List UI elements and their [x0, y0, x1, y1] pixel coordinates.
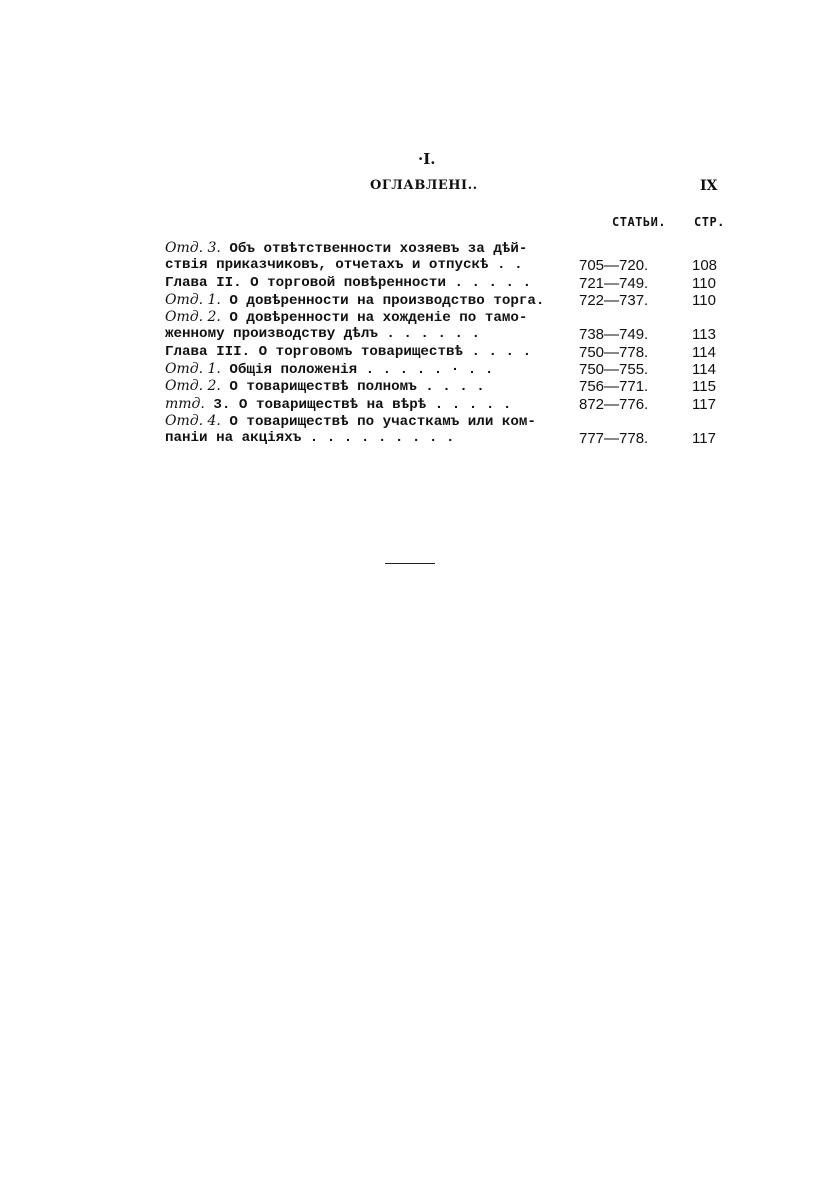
toc-entry-text [165, 292, 544, 310]
page-column-header: СТР. [694, 215, 725, 229]
toc-entry-articles: 722—737. [579, 291, 649, 309]
page-heading: ОГЛАВЛЕНІ.. [370, 178, 478, 193]
toc-entry-articles: 872—776. [579, 395, 649, 413]
toc-entry-articles: 738—749. [579, 326, 649, 344]
toc-entry-articles: 750—755. [579, 361, 649, 379]
toc-entry-page: 113 [692, 326, 716, 344]
toc-entry-text [165, 240, 527, 258]
toc-entry-prefix: Отд. 4. [165, 412, 221, 429]
articles-column-header: СТАТЬИ. [612, 215, 667, 229]
toc-row [165, 292, 725, 309]
toc-entry-text [165, 309, 527, 327]
closing-rule [385, 563, 435, 564]
toc-entry-articles: 777—778. [579, 430, 649, 448]
toc-entry-prefix: Отд. 1. [165, 291, 221, 308]
table-of-contents [165, 240, 725, 448]
toc-entry-page: 117 [692, 395, 716, 413]
toc-entry-page: 114 [692, 361, 716, 379]
toc-entry-prefix: Отд. 3. [165, 240, 221, 256]
toc-entry-prefix: Отд. 2. [165, 378, 221, 395]
toc-entry-title: женному производству дѣлъ . . . . . . [165, 326, 481, 343]
page-signature-mark: ·Ι. [418, 150, 436, 168]
toc-row [165, 396, 725, 413]
toc-entry-page: 110 [692, 274, 716, 292]
toc-row [165, 430, 725, 447]
page-number-roman: IX [700, 178, 718, 194]
toc-entry-articles: 705—720. [579, 257, 649, 275]
toc-entry-prefix: ттд. [165, 395, 205, 412]
toc-entry-articles: 721—749. [579, 274, 649, 292]
toc-entry-text [165, 378, 485, 396]
toc-entry-page: 114 [692, 343, 716, 361]
toc-entry-title: 3. О товариществѣ на вѣрѣ . . . . . [204, 396, 512, 413]
toc-entry-title: Глава II. О торговой повѣренности . . . . . [165, 274, 532, 291]
toc-entry-text [165, 361, 493, 379]
toc-entry-page: 108 [692, 257, 718, 275]
toc-entry-prefix: Отд. 2. [165, 309, 221, 326]
toc-entry-title: Объ отвѣтственности хозяевъ за дѣй- [220, 241, 528, 257]
toc-row [165, 257, 725, 274]
toc-entry-page: 110 [692, 291, 716, 309]
toc-row [165, 309, 725, 326]
toc-entry-text [165, 344, 531, 361]
toc-entry-prefix: Отд. 1. [165, 361, 221, 378]
toc-entry-text [165, 257, 523, 274]
toc-entry-title: О довѣренности на хожденіе по тамо- [220, 310, 528, 327]
toc-entry-title: паніи на акціяхъ . . . . . . . . . [165, 430, 455, 447]
toc-entry-articles: 750—778. [579, 343, 649, 361]
toc-entry-title: Общія положенія . . . . . · . . [220, 362, 494, 379]
toc-entry-page: 117 [692, 430, 716, 448]
toc-entry-title: ствія приказчиковъ, отчетахъ и отпускѣ . . [165, 257, 523, 274]
toc-entry-title: О довѣренности на производство торга. [220, 292, 545, 309]
toc-entry-text [165, 413, 536, 431]
toc-row [165, 361, 725, 378]
toc-row [165, 275, 725, 292]
toc-row [165, 326, 725, 343]
toc-row [165, 378, 725, 395]
toc-row [165, 344, 725, 361]
toc-entry-articles: 756—771. [579, 378, 649, 396]
toc-entry-title: Глава III. О торговомъ товариществѣ . . . . [165, 343, 532, 360]
toc-row [165, 240, 725, 257]
toc-entry-title: О товариществѣ полномъ . . . . [220, 379, 485, 396]
toc-row [165, 413, 725, 430]
toc-entry-page: 115 [692, 378, 716, 396]
toc-entry-text [165, 396, 511, 414]
toc-entry-title: О товариществѣ по участкамъ или ком- [220, 413, 536, 430]
toc-entry-text [165, 326, 480, 343]
toc-entry-text [165, 430, 454, 447]
toc-entry-text [165, 275, 531, 292]
